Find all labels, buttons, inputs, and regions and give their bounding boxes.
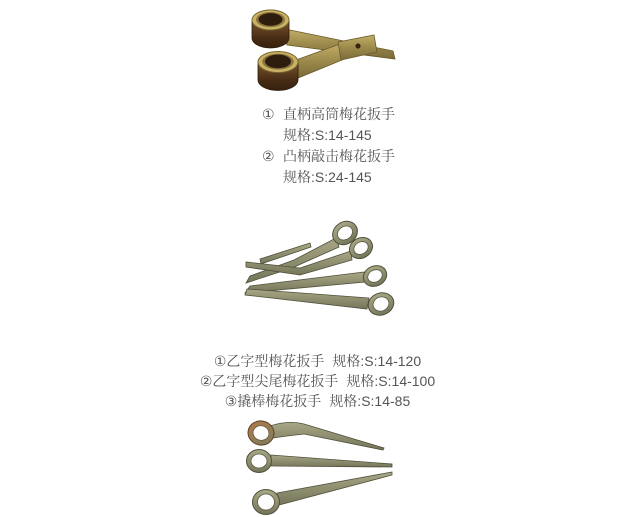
wrench-illustration-middle [240, 220, 400, 318]
item-index: ② [199, 373, 213, 389]
wrench-illustration-bottom [246, 419, 396, 517]
product-line [145, 351, 490, 371]
item-index: ② [262, 148, 275, 164]
caption-block-z-type-wrenches [145, 351, 490, 411]
item-spec: 规格:S:24-145 [283, 169, 372, 185]
caption-block-striking-wrenches [262, 104, 395, 188]
item-index: ③ [224, 393, 238, 409]
item-index: ① [213, 353, 227, 369]
item-name: 直柄高筒梅花扳手 [283, 106, 395, 122]
item-spec: 规格:S:14-120 [332, 353, 422, 369]
item-name: 凸柄敲击梅花扳手 [283, 148, 395, 164]
product-line [145, 391, 490, 411]
item-spec: 规格:S:14-100 [346, 373, 436, 389]
wrench-photo-pry-bar-group [246, 419, 396, 517]
item-name: 乙字型梅花扳手 [226, 353, 325, 369]
product-spec-row [262, 125, 395, 146]
wrench-photo-z-type-group [240, 220, 400, 318]
wrench-photo-straight-and-striking [246, 2, 400, 96]
item-index: ① [262, 106, 275, 122]
item-name: 乙字型尖尾梅花扳手 [212, 373, 339, 389]
item-spec: 规格:S:14-145 [283, 127, 372, 143]
product-name-row [262, 104, 395, 125]
product-name-row [262, 146, 395, 167]
item-spec: 规格:S:14-85 [329, 393, 411, 409]
product-spec-row [262, 167, 395, 188]
wrench-illustration-top [246, 2, 400, 96]
item-name: 撬棒梅花扳手 [237, 393, 322, 409]
product-line [145, 371, 490, 391]
